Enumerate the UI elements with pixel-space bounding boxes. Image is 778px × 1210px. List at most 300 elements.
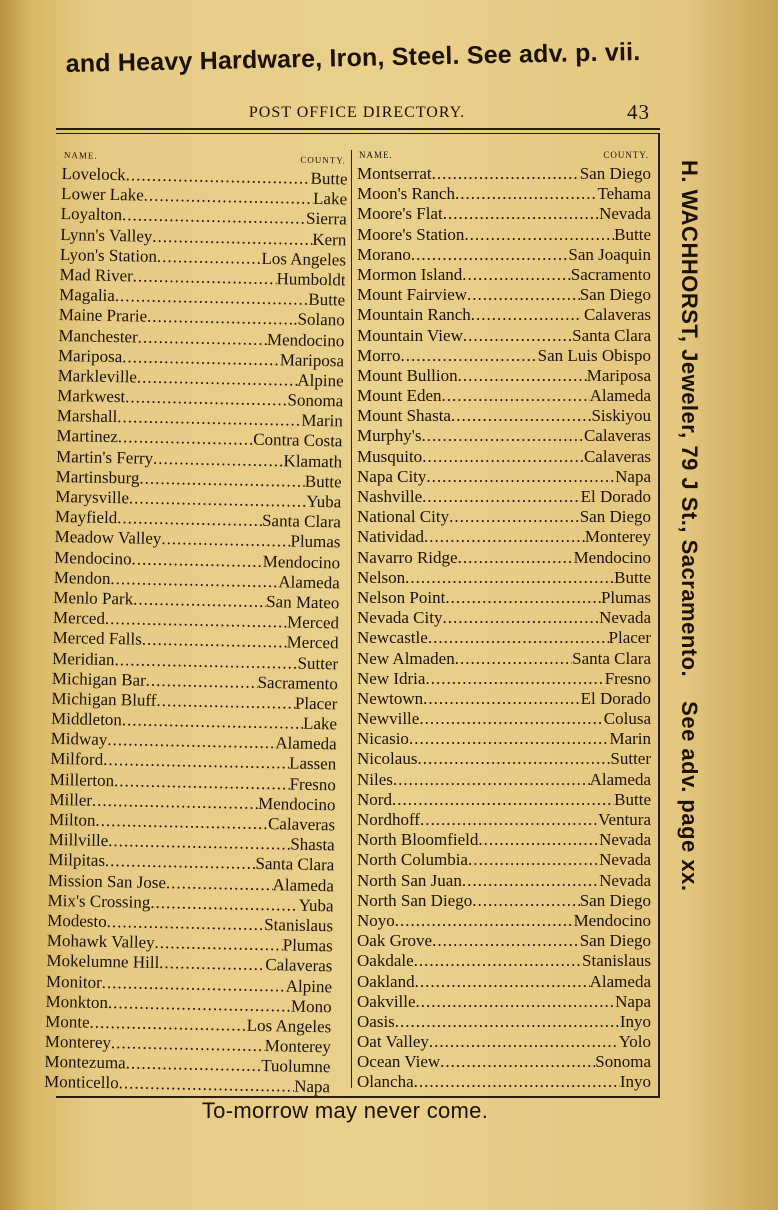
place-name: National City <box>357 507 450 527</box>
place-name: Mountain Ranch <box>357 305 471 325</box>
place-name: Michigan Bar <box>51 668 146 690</box>
directory-entry <box>357 487 651 507</box>
leader-dots <box>458 366 587 386</box>
directory-entry <box>357 1072 651 1092</box>
place-name: Mission San Jose <box>47 870 167 892</box>
place-name: Lynn's Valley <box>60 224 153 246</box>
county-name: Sonoma <box>287 390 344 411</box>
county-name: San Diego <box>579 931 651 951</box>
directory-entry <box>357 790 651 810</box>
county-name: Sutter <box>610 749 651 769</box>
leader-dots <box>463 326 568 346</box>
place-name: Mormon Island <box>357 264 463 284</box>
county-name: Nevada <box>599 870 651 890</box>
county-name: Calaveras <box>267 814 336 835</box>
leader-dots <box>150 893 299 916</box>
directory-entry <box>357 972 651 992</box>
leader-dots <box>422 487 581 507</box>
county-name: San Joaquin <box>568 244 651 264</box>
bottom-motto: To-morrow may never come. <box>201 1098 489 1123</box>
leader-dots <box>432 164 580 184</box>
leader-dots <box>472 891 579 911</box>
county-name: .Solano <box>293 309 345 330</box>
leader-dots <box>405 568 614 588</box>
county-name: Mariposa <box>586 365 651 385</box>
place-name: Newville <box>357 709 420 729</box>
place-name: Niles <box>357 769 393 789</box>
directory-entry <box>357 669 651 689</box>
leader-dots <box>432 931 580 951</box>
place-name: Olancha <box>357 1072 414 1092</box>
place-name: Milford <box>50 749 104 770</box>
place-name: New Almaden <box>357 648 455 668</box>
county-name: San Diego <box>579 164 651 183</box>
directory-entry <box>357 265 651 285</box>
place-name: Nicolaus <box>357 749 418 769</box>
leader-dots <box>414 951 582 971</box>
directory-entry <box>357 810 651 830</box>
directory-entry <box>357 588 651 608</box>
county-name: Inyo <box>619 1011 651 1031</box>
place-name: Nord <box>357 789 392 809</box>
county-name: Mariposa <box>279 349 345 371</box>
county-name: San Mateo <box>266 591 340 613</box>
place-name: Mount Shasta <box>357 406 451 426</box>
place-name: Miller <box>49 789 93 810</box>
county-name: Lake <box>312 189 348 209</box>
leader-dots <box>133 589 266 612</box>
leader-dots <box>419 709 603 729</box>
county-name: Butte <box>614 567 651 587</box>
county-heading: COUNTY. <box>300 154 346 166</box>
place-name: Montserrat <box>357 164 432 183</box>
place-name: Mad River <box>59 264 133 286</box>
place-name: Newcastle <box>357 628 428 648</box>
leader-dots <box>445 588 601 608</box>
directory-entry <box>357 992 651 1012</box>
directory-entry <box>357 608 651 628</box>
leader-dots <box>467 285 580 305</box>
county-name: Klamath <box>283 450 343 472</box>
place-name: Midway <box>50 729 108 750</box>
place-name: Menlo Park <box>53 587 134 609</box>
directory-entry <box>357 326 651 346</box>
directory-entry <box>357 164 651 184</box>
place-name: Nelson Point <box>357 587 446 607</box>
place-name: Mariposa <box>57 345 123 366</box>
county-name: Santa Clara <box>572 648 651 668</box>
directory-entry <box>357 871 651 891</box>
county-name: Plumas <box>282 935 333 956</box>
place-name: Michigan Bluff <box>51 688 157 710</box>
county-name: .Santa Clara <box>567 325 651 345</box>
county-name: Monterey <box>584 527 651 547</box>
place-name: Monkton <box>45 991 109 1012</box>
county-name: Napa <box>294 1077 331 1097</box>
county-name: Ventura <box>598 810 651 829</box>
county-name: Calaveras <box>583 426 651 446</box>
place-name: Modesto <box>47 910 107 931</box>
leader-dots <box>411 245 569 265</box>
county-heading: COUNTY. <box>603 150 649 160</box>
place-name: Oakville <box>357 991 416 1011</box>
directory-entry <box>357 951 651 971</box>
leader-dots <box>468 850 599 870</box>
county-name: San Luis Obispo <box>537 345 651 365</box>
leader-dots <box>409 729 610 749</box>
place-name: Mohawk Valley <box>46 930 155 953</box>
leader-dots <box>423 689 581 709</box>
leader-dots <box>425 669 604 689</box>
county-name: Plumas <box>600 587 651 607</box>
directory-entry <box>357 285 651 305</box>
place-name: Moon's Ranch <box>357 184 455 204</box>
place-name: Milpitas <box>48 850 106 871</box>
leader-dots <box>429 1032 619 1052</box>
leader-dots <box>118 1074 294 1098</box>
place-name: Lovelock <box>61 163 126 185</box>
place-name: Musquito <box>357 446 423 466</box>
directory-entry <box>357 447 651 467</box>
place-name: Monticello <box>43 1072 119 1093</box>
county-name: Alameda <box>278 571 340 593</box>
leader-dots <box>125 1054 261 1077</box>
place-name: Magalia <box>59 285 116 306</box>
name-heading: NAME. <box>359 150 393 160</box>
county-name: Sacramento <box>257 672 338 694</box>
leader-dots <box>442 386 590 406</box>
place-name: Millville <box>48 830 109 851</box>
directory-entry <box>357 184 651 204</box>
place-name: Nelson <box>357 567 406 587</box>
leader-dots <box>159 953 265 975</box>
place-name: Nordhoff <box>357 810 420 829</box>
county-name: Lake <box>302 713 338 734</box>
place-name: Natividad <box>357 527 425 547</box>
county-name: Sacramento <box>570 264 651 284</box>
county-name: El Dorado <box>580 688 651 708</box>
place-name: Martinez <box>56 426 119 447</box>
leader-dots <box>426 467 615 487</box>
place-name: Oakdale <box>357 951 414 971</box>
county-name: Fresno <box>289 774 337 794</box>
leader-dots <box>462 871 599 891</box>
county-name: Marin <box>301 410 344 431</box>
place-name: New Idria <box>357 668 426 688</box>
place-name: Monitor <box>45 971 102 992</box>
county-name: Placer <box>608 628 651 648</box>
directory-entry <box>357 891 651 911</box>
place-name: Mount Bullion <box>357 365 458 385</box>
county-name: Plumas <box>290 531 341 552</box>
leader-dots <box>142 630 287 653</box>
leader-dots <box>146 670 258 692</box>
county-name: Mendocino <box>573 547 651 567</box>
place-name: Mix's Crossing <box>47 890 151 912</box>
county-name: Tehama <box>597 184 651 204</box>
left-column <box>44 150 348 1098</box>
place-name: North San Diego <box>357 890 473 910</box>
directory-entry <box>357 850 651 870</box>
place-name: Martin's Ferry <box>55 446 154 468</box>
county-name: San Diego <box>579 285 651 305</box>
place-name: Lower Lake <box>60 184 144 205</box>
county-name: Inyo <box>619 1072 651 1092</box>
leader-dots <box>422 447 584 467</box>
leader-dots <box>424 527 585 547</box>
directory-entry <box>357 749 651 769</box>
place-name: Monterey <box>44 1031 112 1053</box>
place-name: Monte <box>45 1011 90 1032</box>
county-name: Alameda <box>589 769 651 789</box>
right-column <box>357 150 651 1093</box>
place-name: Oasis <box>357 1011 395 1031</box>
directory-entry <box>357 346 651 366</box>
place-name: Markwest <box>57 386 126 407</box>
place-name: Mount Eden <box>357 386 442 406</box>
directory-entry <box>357 204 651 224</box>
leader-dots <box>138 327 268 350</box>
leader-dots <box>414 1072 620 1092</box>
place-name: North Columbia <box>357 850 468 870</box>
county-name: Nevada <box>599 850 651 870</box>
directory-entry <box>357 830 651 850</box>
place-name: Morano <box>357 244 411 264</box>
county-name: Merced <box>286 612 340 633</box>
leader-dots <box>117 508 262 531</box>
leader-dots <box>161 529 290 552</box>
place-name: Merced <box>52 608 106 629</box>
place-name: Napa City <box>357 466 427 486</box>
county-name: Calaveras <box>265 955 333 976</box>
page-title: POST OFFICE DIRECTORY. <box>248 104 466 121</box>
place-name: Maine Prarie <box>58 305 148 326</box>
place-name: Ocean View <box>357 1052 441 1072</box>
directory-entry <box>357 245 651 265</box>
place-name: Meridian <box>52 648 115 669</box>
leader-dots <box>471 305 576 325</box>
county-name: Alameda <box>589 971 651 991</box>
place-name: Merced Falls <box>52 628 143 649</box>
leader-dots <box>393 770 590 790</box>
page-header <box>56 100 658 126</box>
place-name: Meadow Valley <box>54 527 162 549</box>
county-name: Fresno <box>604 668 651 688</box>
county-name: Alameda <box>589 386 651 406</box>
directory-entry <box>357 548 651 568</box>
leader-dots <box>415 972 590 992</box>
county-name: Calaveras <box>583 446 651 466</box>
place-name: Mayfield <box>54 507 118 528</box>
county-name: Tuolumne <box>260 1056 331 1077</box>
directory-entry <box>357 467 651 487</box>
directory-entry <box>357 225 651 245</box>
county-name: Contra Costa <box>253 430 343 451</box>
place-name: Manchester <box>58 325 138 346</box>
place-name: Mokelumne Hill <box>46 951 160 973</box>
county-name: . Calaveras <box>575 305 651 325</box>
place-name: Moore's Station <box>357 224 465 244</box>
leader-dots <box>395 911 574 931</box>
directory-entry <box>357 729 651 749</box>
directory-entry <box>357 689 651 709</box>
place-name: Mendon <box>53 567 111 588</box>
leader-dots <box>420 810 598 830</box>
place-name: Morro <box>357 345 401 365</box>
directory-entry <box>357 770 651 790</box>
place-name: North Bloomfield <box>357 830 479 850</box>
directory-entry <box>357 386 651 406</box>
place-name: Lyon's Station <box>59 244 158 266</box>
place-name: Oak Grove <box>357 931 433 951</box>
county-name: Nevada <box>599 204 651 224</box>
leader-dots <box>154 933 282 956</box>
place-name: Marysville <box>55 486 130 508</box>
leader-dots <box>455 184 597 204</box>
county-name: Marin <box>609 729 651 749</box>
leader-dots <box>478 830 599 850</box>
directory-entry <box>357 426 651 446</box>
top-advertisement-banner: and Heavy Hardware, Iron, Steel. See adv. p. vii. <box>65 37 641 79</box>
place-name: Navarro Ridge <box>357 547 458 567</box>
county-name: Mendocino <box>266 329 345 350</box>
place-name: North San Juan <box>357 870 462 890</box>
directory-entry <box>357 366 651 386</box>
county-name: Sutter <box>297 653 339 673</box>
directory-entry <box>357 911 651 931</box>
side-advertisement-banner <box>676 160 702 1060</box>
county-name: Los Angeles <box>261 248 347 270</box>
county-name: Shasta <box>290 834 335 855</box>
county-name: Stanislaus <box>264 914 334 936</box>
leader-dots <box>417 749 610 769</box>
place-name: Nevada City <box>357 608 443 628</box>
place-name: Nashville <box>357 487 423 506</box>
county-name: Merced <box>286 632 339 653</box>
leader-dots <box>392 790 614 810</box>
directory-entry <box>357 709 651 729</box>
place-name: Milton <box>48 809 96 830</box>
place-name: Nicasio <box>357 729 409 749</box>
county-name: Stanislaus <box>582 951 651 971</box>
leader-dots <box>156 691 295 714</box>
place-name: Mendocino <box>54 547 132 568</box>
place-name: Middleton <box>50 708 123 730</box>
column-divider <box>351 150 352 1088</box>
place-name: Mountain View <box>357 325 463 345</box>
county-name: Alpine <box>285 975 333 996</box>
place-name: Newtown <box>357 688 424 708</box>
directory-entry <box>357 406 651 426</box>
side-banner-text: H. WACHHORST, Jeweler, 79 J St., Sacramento. <box>677 160 702 678</box>
leader-dots <box>464 225 614 245</box>
county-name: Nevada <box>599 608 651 628</box>
leader-dots <box>147 307 294 330</box>
leader-dots <box>443 204 599 224</box>
county-name: Yuba <box>298 895 334 916</box>
leader-dots <box>416 992 616 1012</box>
left-entry-list <box>44 164 348 1098</box>
county-name: Mendocino <box>262 551 341 572</box>
county-name: Sierra <box>305 209 347 229</box>
county-name: San Diego <box>579 890 651 910</box>
county-name: El Dorado <box>580 487 651 506</box>
place-name: Oat Valley <box>357 1032 429 1052</box>
county-name: Yolo <box>618 1032 651 1052</box>
county-name: Los Angeles <box>246 1015 332 1037</box>
leader-dots <box>451 406 591 426</box>
county-name: Humboldt <box>276 269 346 290</box>
leader-dots <box>153 448 284 471</box>
leader-dots <box>166 873 273 895</box>
county-name: Mendocino <box>257 793 336 815</box>
leader-dots <box>395 1012 620 1032</box>
county-name: Monterey <box>264 1036 332 1057</box>
leader-dots <box>440 1052 595 1072</box>
directory-entry <box>357 507 651 527</box>
place-name: Markleville <box>57 365 138 387</box>
county-name: Santa Clara <box>255 854 335 875</box>
county-name: Alpine <box>297 370 344 391</box>
leader-dots <box>421 426 584 446</box>
county-name: Yuba <box>306 491 342 512</box>
county-name: Colusa <box>603 709 651 729</box>
directory-entry <box>357 527 651 547</box>
directory-entry <box>357 1032 651 1052</box>
page-number: 43 <box>627 100 650 124</box>
county-name: Kern <box>312 229 347 250</box>
county-name: Mendocino <box>573 910 651 930</box>
place-name: Mount Fairview <box>357 285 468 305</box>
name-heading: NAME. <box>63 150 98 161</box>
county-name: Butte <box>614 789 651 809</box>
place-name: Moore's Flat <box>357 204 443 224</box>
directory-entry <box>357 931 651 951</box>
place-name: Noyo <box>357 910 395 930</box>
side-banner-reference: See adv. page xx. <box>677 701 702 892</box>
county-name: Siskiyou <box>591 406 651 426</box>
leader-dots <box>428 628 609 648</box>
county-name: Placer <box>294 693 338 714</box>
place-name: Martinsburg <box>55 466 140 488</box>
county-name: Butte <box>310 168 348 189</box>
county-name: Napa <box>615 466 651 486</box>
right-entry-list <box>357 164 651 1093</box>
county-name: Alameda <box>272 874 335 895</box>
leader-dots <box>458 548 574 568</box>
directory-entry <box>357 305 651 325</box>
directory-entry <box>357 628 651 648</box>
leader-dots <box>462 265 570 285</box>
place-name: Loyalton <box>60 204 123 225</box>
leader-dots <box>157 247 262 269</box>
county-name: Mono <box>290 996 332 1017</box>
leader-dots <box>131 549 262 572</box>
place-name: Millerton <box>49 769 115 790</box>
leader-dots <box>400 346 537 366</box>
place-name: Montezuma <box>44 1052 126 1073</box>
county-name: Lassen <box>288 753 337 774</box>
leader-dots <box>118 428 254 451</box>
place-name: Murphy's <box>357 426 422 446</box>
county-name: Butte <box>614 224 651 244</box>
directory-entry <box>357 1052 651 1072</box>
leader-dots <box>133 266 277 289</box>
county-name: Butte <box>304 471 342 492</box>
directory-entry <box>357 1012 651 1032</box>
county-name: Butte <box>308 289 346 310</box>
county-name: Napa <box>615 991 651 1011</box>
